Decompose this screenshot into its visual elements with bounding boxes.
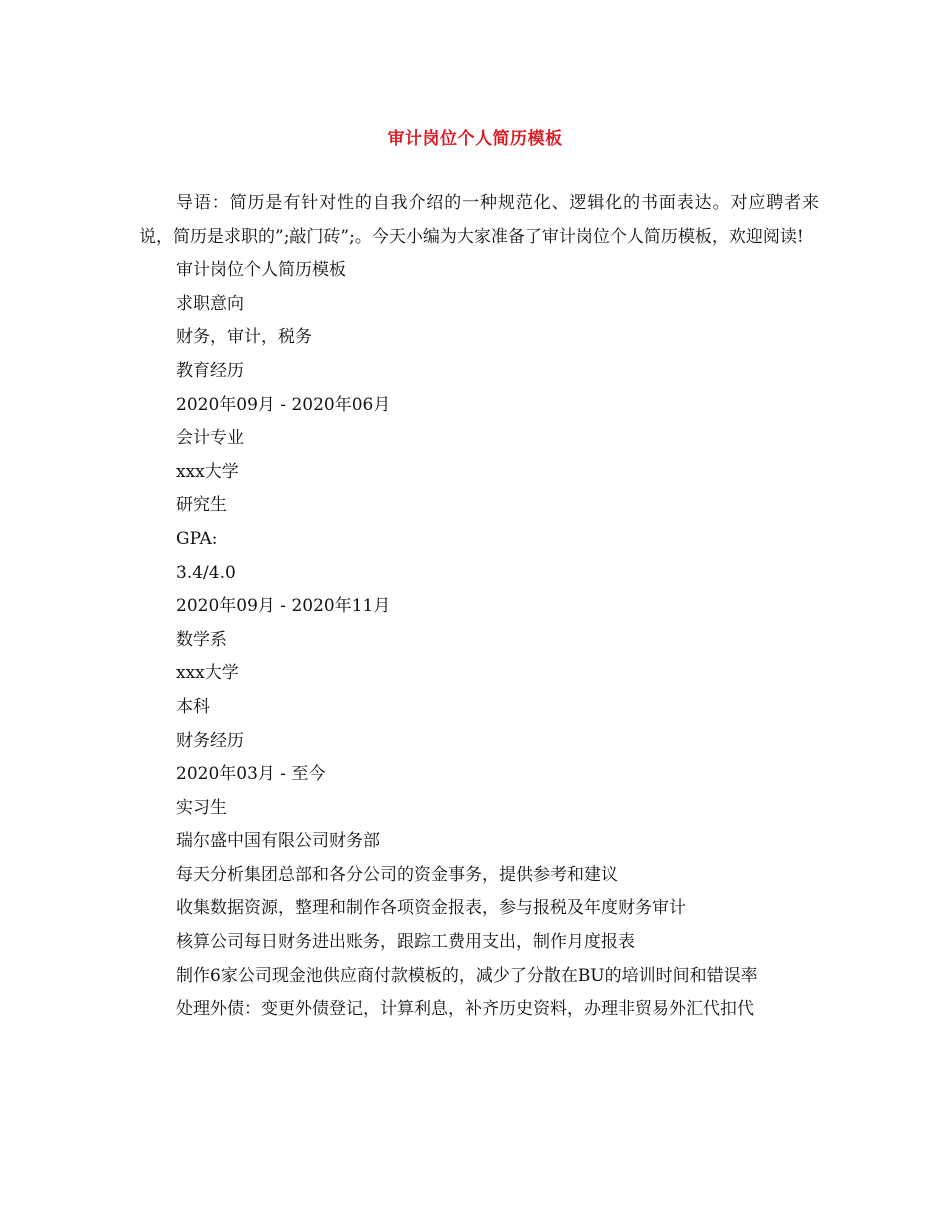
experience-duty-4: 制作6家公司现金池供应商付款模板的，减少了分散在BU的培训时间和错误率: [176, 965, 758, 986]
section-job-intention: 求职意向: [176, 293, 244, 314]
document-body: [139, 187, 819, 1027]
education-1-school: xxx大学: [176, 461, 239, 482]
experience-duty-1: 每天分析集团总部和各分公司的资金事务，提供参考和建议: [176, 864, 618, 885]
section-finance-experience: 财务经历: [176, 730, 244, 751]
education-1-gpa-value: 3.4/4.0: [176, 562, 236, 583]
education-2-major: 数学系: [176, 629, 227, 650]
education-1-major: 会计专业: [176, 428, 244, 449]
education-2-degree: 本科: [176, 696, 210, 717]
document-title: 审计岗位个人简历模板: [387, 129, 563, 149]
experience-duty-5: 处理外债：变更外债登记，计算利息，补齐历史资料，办理非贸易外汇代扣代: [176, 999, 754, 1020]
section-education: 教育经历: [176, 360, 244, 381]
education-2-school: xxx大学: [176, 663, 239, 684]
experience-role: 实习生: [176, 797, 227, 818]
education-1-degree: 研究生: [176, 495, 227, 516]
experience-dates: 2020年03月 - 至今: [176, 764, 326, 785]
paragraph-intro: 导语：简历是有针对性的自我介绍的一种规范化、逻辑化的书面表达。对应聘者来说，简历是求职的”;敲门砖”;。今天小编为大家准备了审计岗位个人简历模板，欢迎阅读!: [139, 193, 819, 247]
job-intention-value: 财务，审计，税务: [176, 327, 312, 348]
education-2-dates: 2020年09月 - 2020年11月: [176, 596, 391, 617]
experience-duty-3: 核算公司每日财务进出账务，跟踪工费用支出，制作月度报表: [176, 932, 635, 953]
education-1-gpa-label: GPA:: [176, 528, 218, 549]
experience-company: 瑞尔盛中国有限公司财务部: [176, 831, 380, 852]
experience-duty-2: 收集数据资源，整理和制作各项资金报表，参与报税及年度财务审计: [176, 898, 686, 919]
education-1-dates: 2020年09月 - 2020年06月: [176, 394, 391, 415]
paragraph-heading: 审计岗位个人简历模板: [176, 260, 346, 281]
